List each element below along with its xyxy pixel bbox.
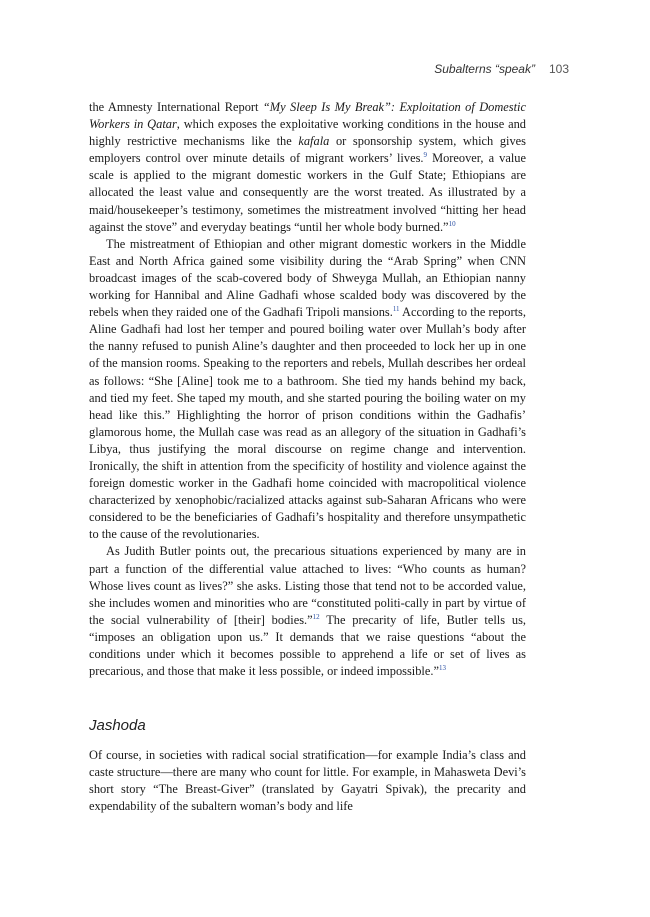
- running-title: Subalterns “speak”: [434, 62, 535, 76]
- paragraph-1: the Amnesty International Report “My Sleep Is My Break”: Exploitation of Domestic Workers in Qatar, which exposes the exploitative working conditions in the house and highly restrictive mechanisms like the kafala or sponsorship system, which gives employers control over minute details of migrant workers’ lives.$^9$ Moreover, a value scale is applied to the migrant domestic workers in the Gulf State; Ethiopians are allocated the least value and consequently are the worst treated. As illustrated by a maid/housekeeper’s testimony, sometimes the mistreatment involved “hitting her head against the stove” and everyday beatings “until her whole body burned.”$^{10}$: [89, 100, 526, 234]
- footnote-ref-11[interactable]: 11: [392, 305, 400, 314]
- paragraph-2: The mistreatment of Ethiopian and other migrant domestic workers in the Middle East and North Africa gained some visibility during the “Arab Spring” when CNN broadcast images of the scab-covered body of Shweyga Mullah, an Ethiopian nanny working for Hannibal and Aline Gadhafi whose scalded body was discovered by the rebels when they raided one of the Gadhafi Tripoli mansions.$^{11}$ According to the reports, Aline Gadhafi had lost her temper and poured boiling water over Mullah’s body after the nanny refused to punish Aline’s daughter and then proceeded to lock her up in one of the mansion rooms. Speaking to the reporters and rebels, Mullah describes her ordeal as follows: “She [Aline] took me to a bathroom. She tied my hands behind my back, and tied my feet. She taped my mouth, and she started pouring the boiling water on my head like this.” Highlighting the horror of prison conditions within the Gadhafis’ glamorous home, the Mullah case was read as an allegory of the situation in Gadhafi’s Libya, thus justifying the moral discourse on regime change and intervention. Ironically, the shift in attention from the specificity of hostility and violence against the foreign domestic worker in the Gadhafi home coincided with macropolitical violence characterized by xenophobic/racialized attacks against sub-Saharan Africans who were considered to be the beneficiaries of Gadhafi’s hospitality and therefore unsympathetic to the cause of the revolutionaries.: [89, 236, 526, 542]
- running-header: [89, 62, 569, 76]
- paragraph-4: Of course, in societies with radical social stratification—for example India’s class and caste structure—there are many who count for little. For example, in Mahasweta Devi’s short story “The Breast-Giver” (translated by Gayatri Spivak), the precarity and expendability of the subaltern woman’s body and life: [89, 748, 526, 814]
- kafala-term: kafala: [298, 134, 330, 149]
- footnote-ref-10[interactable]: 10: [448, 219, 456, 228]
- section-heading: Jashoda: [89, 717, 146, 734]
- footnote-ref-12[interactable]: 12: [312, 612, 320, 621]
- main-text: [89, 99, 526, 680]
- footnote-ref-9[interactable]: 9: [423, 151, 427, 160]
- paragraph-3: As Judith Butler points out, the precarious situations experienced by many are in part a function of the differential value attached to lives: “Who counts as human? Whose lives count as lives?” she asks. Listing those that tend not to be accorded value, she includes women and minorities who are “constituted politi-cally in part by virtue of the social vulnerability of [their] bodies.”$^{12}$ The precarity of life, Butler tells us, “imposes an obligation upon us.” It demands that we raise questions “about the conditions under which it becomes possible to apprehend a life or set of lives as precarious, and those that make it less possible, or indeed impossible.”$^{13}$: [89, 544, 526, 679]
- page-number: 103: [548, 62, 569, 76]
- section-text: [89, 747, 526, 815]
- footnote-ref-13[interactable]: 13: [438, 664, 446, 673]
- report-title: “My Sleep Is My Break”: Exploitation of Domestic Workers in Qatar: [89, 100, 526, 132]
